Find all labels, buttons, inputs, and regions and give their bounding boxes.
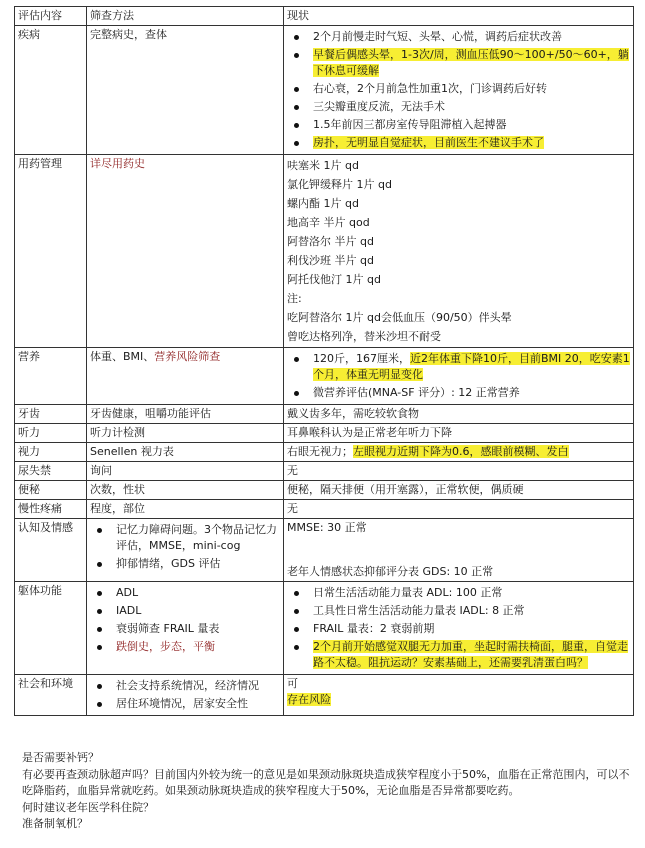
- method-cell: [87, 348, 284, 405]
- header-item: 评估内容: [15, 7, 87, 26]
- method-emphasis: 营养风险筛查: [154, 350, 221, 363]
- list-item: 微营养评估(MNA-SF 评分）: 12 正常营养: [287, 385, 630, 401]
- status-cell: [284, 519, 634, 582]
- row-cognition: [15, 519, 634, 582]
- row-function: [15, 582, 634, 675]
- row-constipation: [15, 481, 634, 500]
- row-disease: [15, 26, 634, 155]
- list-item: 右心衰，2个月前急性加重1次，门诊调药后好转: [287, 81, 630, 97]
- highlight-text: 2个月前开始感觉双腿无力加重，坐起时需扶椅面，腿重，自觉走路不太稳。阻抗运动？安素基础上，还需要乳清蛋白吗？: [313, 640, 628, 669]
- row-teeth: [15, 405, 634, 424]
- status-line: [287, 692, 630, 708]
- list-item: 衰弱筛查 FRAIL 量表: [90, 621, 280, 637]
- method-cell: 询问: [87, 462, 284, 481]
- drug-line: 利伐沙班 半片 qd: [287, 254, 374, 267]
- question-line: 准备制氧机？: [22, 817, 88, 830]
- question-line: 何时建议老年医学科住院？: [22, 800, 154, 814]
- list-item: 跌倒史，步态，平衡: [90, 639, 280, 655]
- status-cell: 无: [284, 500, 634, 519]
- note-label: 注:: [287, 292, 302, 305]
- list-item: 日常生活活动能力量表 ADL: 100 正常: [287, 585, 630, 601]
- row-hearing: [15, 424, 634, 443]
- status-cell: 戴义齿多年，需吃较软食物: [284, 405, 634, 424]
- question-line: 有必要再查颈动脉超声吗？目前国内外较为统一的意见是如果颈动脉斑块造成狭窄程度小于50%，血脂在正常范围内，可以不吃降脂药，血脂异常就吃药。如果颈动脉斑块造成的狭窄程度大于50%，无论血脂是否异常都要吃药。: [22, 767, 630, 797]
- highlight-text: 存在风险: [287, 693, 331, 706]
- item-cell: 听力: [15, 424, 87, 443]
- note-line: 吃阿替洛尔 1片 qd会低血压（90/50）伴头晕: [287, 311, 512, 324]
- item-cell: 营养: [15, 348, 87, 405]
- status-cell: 便秘，隔天排便（用开塞露），正常软便，偶质硬: [284, 481, 634, 500]
- assessment-table: [14, 6, 634, 716]
- item-cell: 用药管理: [15, 155, 87, 348]
- highlight-text: 左眼视力近期下降为0.6，感眼前模糊、发白: [353, 445, 569, 458]
- method-cell: 听力计检测: [87, 424, 284, 443]
- list-item: 1.5年前因三都房室传导阻滞植入起搏器: [287, 117, 630, 133]
- drug-line: 地高辛 半片 qod: [287, 216, 370, 229]
- status-cell: 耳鼻喉科认为是正常老年听力下降: [284, 424, 634, 443]
- list-item: 三尖瓣重度反流，无法手术: [287, 99, 630, 115]
- table-header-row: [15, 7, 634, 26]
- item-cell: 慢性疼痛: [15, 500, 87, 519]
- footer-questions: [22, 750, 632, 833]
- item-cell: 疾病: [15, 26, 87, 155]
- list-item: IADL: [90, 603, 280, 619]
- drug-line: 阿托伐他汀 1片 qd: [287, 273, 381, 286]
- row-nutrition: [15, 348, 634, 405]
- method-cell: [87, 582, 284, 675]
- status-cell: [284, 155, 634, 348]
- status-cell: 无: [284, 462, 634, 481]
- status-cell: [284, 26, 634, 155]
- list-item: 工具性日常生活活动能力量表 IADL: 8 正常: [287, 603, 630, 619]
- method-cell: 程度，部位: [87, 500, 284, 519]
- item-cell: 认知及情感: [15, 519, 87, 582]
- note-line: 曾吃达格列净，替米沙坦不耐受: [287, 330, 441, 343]
- method-text: 体重、BMI、: [90, 350, 155, 363]
- highlight-text: 房扑，无明显自觉症状，目前医生不建议手术了: [313, 136, 544, 149]
- list-item: [287, 351, 630, 383]
- method-cell: [87, 675, 284, 716]
- method-cell: [87, 519, 284, 582]
- row-incontinence: [15, 462, 634, 481]
- method-cell: 完整病史，查体: [87, 26, 284, 155]
- row-pain: [15, 500, 634, 519]
- method-cell: Senellen 视力表: [87, 443, 284, 462]
- row-vision: [15, 443, 634, 462]
- status-cell: [284, 443, 634, 462]
- header-status: 现状: [284, 7, 634, 26]
- status-text: 右眼无视力；: [287, 445, 353, 458]
- list-item: 抑郁情绪，GDS 评估: [90, 556, 280, 572]
- status-line: MMSE: 30 正常: [287, 521, 367, 534]
- highlight-text: 早餐后偶感头晕，1-3次/周，测血压低90～100+/50～60+，躺下休息可缓解: [313, 48, 629, 77]
- drug-line: 呋塞米 1片 qd: [287, 159, 359, 172]
- item-cell: 社会和环境: [15, 675, 87, 716]
- status-cell: [284, 582, 634, 675]
- method-cell: 详尽用药史: [87, 155, 284, 348]
- row-social: [15, 675, 634, 716]
- list-item: ADL: [90, 585, 280, 601]
- status-line: 老年人情感状态抑郁评分表 GDS: 10 正常: [287, 565, 494, 578]
- question-line: 是否需要补钙？: [22, 751, 99, 764]
- drug-line: 氯化钾缓释片 1片 qd: [287, 178, 392, 191]
- method-cell: 次数，性状: [87, 481, 284, 500]
- item-cell: 便秘: [15, 481, 87, 500]
- drug-line: 阿替洛尔 半片 qd: [287, 235, 374, 248]
- status-line: 可: [287, 677, 298, 690]
- status-cell: [284, 348, 634, 405]
- list-item: 居住环境情况，居家安全性: [90, 696, 280, 712]
- list-item: [287, 135, 630, 151]
- drug-line: 螺内酯 1片 qd: [287, 197, 359, 210]
- list-item: [287, 639, 630, 671]
- highlight-text: 近2年体重下降10斤，目前BMI 20，吃安素1个月，体重无明显变化: [313, 352, 630, 381]
- row-medication: [15, 155, 634, 348]
- header-method: 筛查方法: [87, 7, 284, 26]
- item-cell: 视力: [15, 443, 87, 462]
- item-cell: 牙齿: [15, 405, 87, 424]
- list-item: 记忆力障碍问题。3个物品记忆力评估，MMSE，mini-cog: [90, 522, 280, 554]
- method-cell: 牙齿健康，咀嚼功能评估: [87, 405, 284, 424]
- list-item: 社会支持系统情况，经济情况: [90, 678, 280, 694]
- item-cell: 尿失禁: [15, 462, 87, 481]
- item-cell: 躯体功能: [15, 582, 87, 675]
- list-item: 2个月前慢走时气短、头晕、心慌，调药后症状改善: [287, 29, 630, 45]
- status-text: 120斤，167厘米，: [313, 352, 410, 365]
- list-item: [287, 47, 630, 79]
- status-cell: [284, 675, 634, 716]
- list-item: FRAIL 量表：2 衰弱前期: [287, 621, 630, 637]
